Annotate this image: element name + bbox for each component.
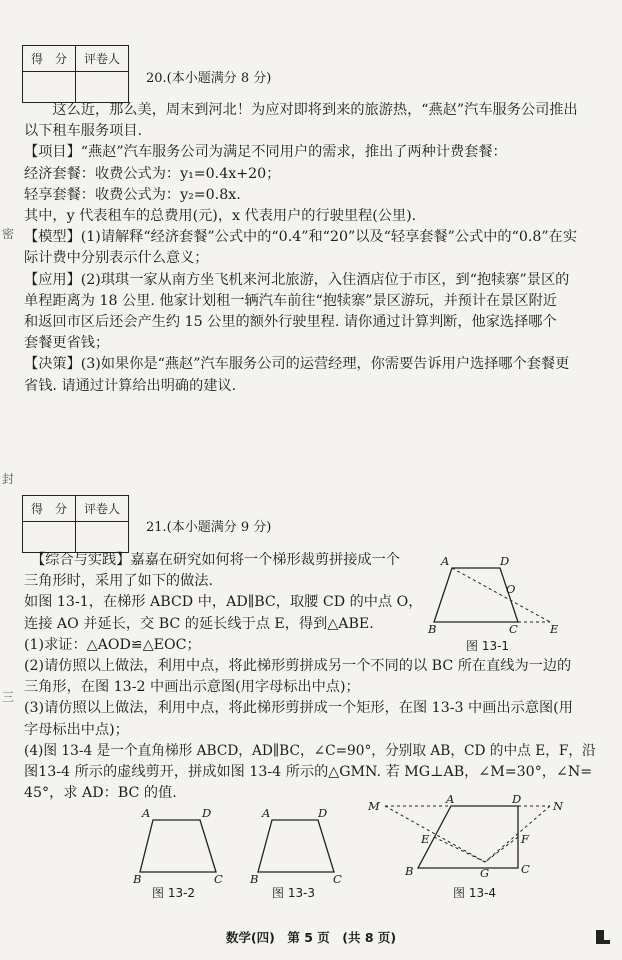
fig4-label-f: F: [521, 832, 529, 846]
q20-line: 际计费中分别表示什么意义；: [24, 250, 209, 267]
fig1-label-o: O: [506, 582, 516, 596]
q21-line: 连接 AO 并延长，交 BC 的延长线于点 E，得到△ABE.: [24, 615, 374, 632]
q20-line: 其中，y 代表租车的总费用(元)，x 代表用户的行驶里程(公里).: [24, 208, 417, 224]
fig4-label-b: B: [405, 864, 414, 878]
fig4-trapezoid: [418, 806, 518, 868]
fig4-caption: 图 13-4: [453, 886, 497, 900]
fig1-label-e: E: [550, 622, 559, 636]
q20-line: 省钱. 请通过计算给出明确的建议.: [24, 377, 237, 394]
fig4-label-n: N: [553, 799, 564, 813]
q20-line: 【应用】(2)琪琪一家从南方坐飞机来河北旅游，入住酒店位于市区，到“抱犊寨”景区的: [24, 271, 570, 288]
q21-line: (3)请仿照以上做法，利用中点，将此梯形剪拼成一个矩形，在图 13-3 中画出示意图(用: [24, 700, 573, 717]
q21-score-header: 得 分: [23, 496, 76, 522]
q21-line: (1)求证：△AOD≌△EOC；: [24, 636, 201, 653]
fig1-caption: 图 13-1: [466, 639, 510, 653]
q20-line: 【模型】(1)请解释“经济套餐”公式中的“0.4”和“20”以及“轻享套餐”公式中的“0.8”在实: [24, 229, 578, 246]
q21-line: 图13-4 所示的虚线剪开，拼成如图 13-4 所示的△GMN. 若 MG⊥AB，∠M=30°，∠N=: [24, 764, 593, 780]
margin-mark-2: 封: [2, 472, 15, 486]
fig1-label-c: C: [509, 622, 518, 636]
margin-mark-1: 密: [2, 227, 15, 241]
fig2-caption: 图 13-2: [152, 886, 196, 900]
q21-line: (2)请仿照以上做法，利用中点，将此梯形剪拼成另一个不同的以 BC 所在直线为一边的: [24, 658, 572, 674]
fig4-label-e: E: [421, 832, 430, 846]
fig4-label-c: C: [521, 862, 530, 876]
fig3-caption: 图 13-3: [272, 886, 316, 900]
q21-line: (4)图 13-4 是一个直角梯形 ABCD，AD∥BC，∠C=90°，分别取 AB，CD 的中点 E，F，沿: [24, 742, 596, 759]
fig3-label-d: D: [318, 806, 328, 820]
fig3-label-a: A: [262, 806, 271, 820]
page-footer: 数学(四) 第 5 页 (共 8 页): [225, 930, 397, 945]
q21-line: 字母标出中点)；: [24, 721, 129, 738]
corner-mark-base: [596, 940, 610, 944]
fig4-label-d: D: [512, 792, 522, 806]
fig3-label-b: B: [250, 872, 259, 886]
fig1-label-b: B: [428, 622, 437, 636]
q20-line: 【决策】(3)如果你是“燕赵”汽车服务公司的运营经理，你需要告诉用户选择哪个套餐更: [24, 356, 570, 373]
q20-line: 轻享套餐：收费公式为：y₂=0.8x.: [24, 186, 241, 203]
fig2-label-d: D: [202, 806, 212, 820]
fig4-eg-dashed: [434, 837, 485, 862]
q20-line: 以下租车服务项目.: [24, 123, 143, 140]
q20-line: 经济套餐：收费公式为：y₁=0.4x+20；: [24, 165, 281, 182]
margin-mark-3: 三: [2, 690, 15, 704]
fig2-label-b: B: [133, 872, 142, 886]
q21-line: 三角形时，采用了如下的做法.: [24, 573, 213, 590]
fig4-label-m: M: [368, 799, 380, 813]
fig2-label-a: A: [142, 806, 151, 820]
q21-title: 21.(本小题满分 9 分): [146, 520, 272, 535]
q21-line: 如图 13-1，在梯形 ABCD 中，AD∥BC，取腰 CD 的中点 O，: [24, 594, 423, 611]
q20-line: 这么近，那么美，周末到河北！为应对即将到来的旅游热，“燕赵”汽车服务公司推出: [24, 102, 578, 118]
q20-grader-header: 评卷人: [76, 46, 129, 72]
q21-grader-header: 评卷人: [76, 496, 129, 522]
q21-line: 45°，求 AD：BC 的值.: [24, 785, 177, 802]
fig1-label-d: D: [500, 554, 510, 568]
q20-line: 套餐更省钱；: [24, 335, 110, 352]
fig3-label-c: C: [333, 872, 342, 886]
q20-line: 单程距离为 18 公里. 他家计划租一辆汽车前往“抱犊寨”景区游玩，并预计在景区附近: [24, 292, 557, 309]
q20-score-header: 得 分: [23, 46, 76, 72]
q20-title: 20.(本小题满分 8 分): [146, 71, 272, 86]
fig4-mg-dashed: [385, 806, 485, 862]
fig4-label-a: A: [446, 792, 455, 806]
fig4-label-g: G: [480, 866, 490, 880]
q21-line: 三角形，在图 13-2 中画出示意图(用字母标出中点)；: [24, 679, 360, 696]
fig1-label-a: A: [441, 554, 450, 568]
fig2-label-c: C: [214, 872, 223, 886]
q21-line: 【综合与实践】嘉嘉在研究如何将一个梯形裁剪拼接成一个: [24, 552, 400, 568]
q20-line: 【项目】“燕赵”汽车服务公司为满足不同用户的需求，推出了两种计费套餐：: [24, 144, 507, 161]
q20-line: 和返回市区后还会产生约 15 公里的额外行驶里程. 请你通过计算判断，他家选择哪个: [24, 314, 557, 330]
